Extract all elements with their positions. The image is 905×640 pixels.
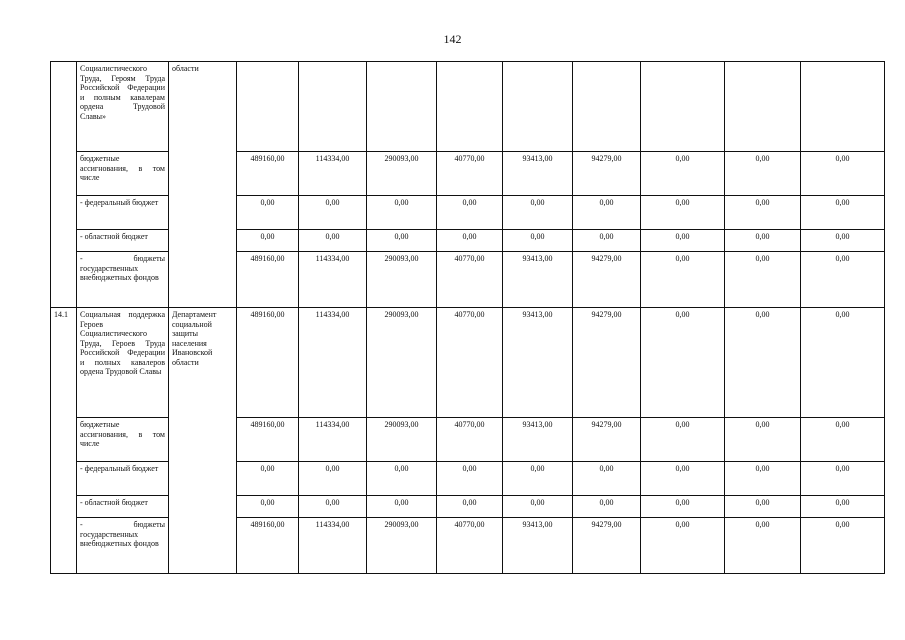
value-cell: 0,00 — [573, 496, 641, 518]
value-cell: 0,00 — [237, 196, 299, 230]
value-cell: 0,00 — [725, 462, 801, 496]
value-cell: 290093,00 — [367, 308, 437, 418]
page-number: 142 — [443, 32, 462, 46]
value-cell: 93413,00 — [503, 152, 573, 196]
value-cell: 0,00 — [437, 496, 503, 518]
funding-source-label: - областной бюджет — [77, 496, 169, 518]
value-cell: 0,00 — [367, 462, 437, 496]
value-cell — [503, 62, 573, 152]
funding-source-label: - федеральный бюджет — [77, 462, 169, 496]
value-cell: 0,00 — [801, 196, 885, 230]
value-cell: 0,00 — [237, 496, 299, 518]
value-cell: 0,00 — [299, 196, 367, 230]
value-cell: 0,00 — [725, 196, 801, 230]
value-cell: 0,00 — [367, 496, 437, 518]
value-cell: 94279,00 — [573, 308, 641, 418]
value-cell: 0,00 — [801, 230, 885, 252]
value-cell — [801, 62, 885, 152]
value-cell: 93413,00 — [503, 252, 573, 308]
value-cell: 0,00 — [801, 252, 885, 308]
value-cell — [367, 62, 437, 152]
value-cell: 0,00 — [503, 496, 573, 518]
value-cell: 489160,00 — [237, 252, 299, 308]
value-cell: 114334,00 — [299, 152, 367, 196]
value-cell: 114334,00 — [299, 418, 367, 462]
value-cell: 0,00 — [573, 230, 641, 252]
value-cell: 93413,00 — [503, 308, 573, 418]
value-cell: 0,00 — [801, 462, 885, 496]
value-cell: 40770,00 — [437, 152, 503, 196]
row-number-cell — [51, 62, 77, 308]
value-cell: 0,00 — [801, 518, 885, 574]
value-cell: 0,00 — [641, 308, 725, 418]
funding-source-label: бюджетные ассигнования, в том числе — [77, 152, 169, 196]
budget-table — [50, 61, 885, 574]
value-cell — [299, 62, 367, 152]
value-cell: 94279,00 — [573, 152, 641, 196]
value-cell: 0,00 — [437, 196, 503, 230]
value-cell: 114334,00 — [299, 308, 367, 418]
value-cell: 0,00 — [437, 462, 503, 496]
value-cell: 0,00 — [641, 518, 725, 574]
value-cell — [237, 62, 299, 152]
value-cell: 0,00 — [725, 518, 801, 574]
value-cell — [573, 62, 641, 152]
value-cell: 489160,00 — [237, 152, 299, 196]
value-cell: 40770,00 — [437, 518, 503, 574]
value-cell: 0,00 — [367, 196, 437, 230]
value-cell: 0,00 — [725, 496, 801, 518]
value-cell: 0,00 — [725, 252, 801, 308]
value-cell: 0,00 — [237, 230, 299, 252]
value-cell: 0,00 — [801, 308, 885, 418]
value-cell: 489160,00 — [237, 518, 299, 574]
value-cell: 290093,00 — [367, 518, 437, 574]
table-row — [51, 62, 885, 152]
value-cell: 94279,00 — [573, 252, 641, 308]
value-cell: 290093,00 — [367, 152, 437, 196]
value-cell: 0,00 — [641, 252, 725, 308]
value-cell: 0,00 — [725, 230, 801, 252]
executor-cell: области — [169, 62, 237, 308]
value-cell: 290093,00 — [367, 418, 437, 462]
value-cell: 94279,00 — [573, 418, 641, 462]
funding-source-label: - областной бюджет — [77, 230, 169, 252]
value-cell: 0,00 — [299, 462, 367, 496]
funding-source-label: - федеральный бюджет — [77, 196, 169, 230]
value-cell: 0,00 — [801, 496, 885, 518]
table-row — [51, 308, 885, 418]
value-cell: 489160,00 — [237, 418, 299, 462]
value-cell: 489160,00 — [237, 308, 299, 418]
event-name-cell: Социалистического Труда, Героям Труда Российской Федерации и полным кавалерам ордена Трудовой Славы» — [77, 62, 169, 152]
value-cell: 0,00 — [503, 196, 573, 230]
value-cell: 0,00 — [299, 496, 367, 518]
value-cell: 0,00 — [725, 308, 801, 418]
value-cell: 0,00 — [367, 230, 437, 252]
value-cell — [641, 62, 725, 152]
row-number-cell: 14.1 — [51, 308, 77, 574]
value-cell: 0,00 — [503, 462, 573, 496]
value-cell: 0,00 — [801, 152, 885, 196]
event-name-cell: Социальная поддержка Героев Социалистического Труда, Героев Труда Российской Федерации и полных кавалеров ордена Трудовой Славы — [77, 308, 169, 418]
value-cell: 40770,00 — [437, 252, 503, 308]
value-cell: 0,00 — [725, 152, 801, 196]
executor-cell: Департамент социальной защиты населения Ивановской области — [169, 308, 237, 574]
funding-source-label: бюджетные ассигнования, в том числе — [77, 418, 169, 462]
value-cell: 0,00 — [299, 230, 367, 252]
value-cell: 0,00 — [437, 230, 503, 252]
value-cell: 93413,00 — [503, 518, 573, 574]
value-cell: 0,00 — [237, 462, 299, 496]
value-cell: 40770,00 — [437, 308, 503, 418]
value-cell: 0,00 — [641, 462, 725, 496]
value-cell: 114334,00 — [299, 518, 367, 574]
value-cell: 0,00 — [641, 152, 725, 196]
value-cell: 93413,00 — [503, 418, 573, 462]
value-cell: 290093,00 — [367, 252, 437, 308]
value-cell: 0,00 — [801, 418, 885, 462]
value-cell: 0,00 — [573, 462, 641, 496]
value-cell: 40770,00 — [437, 418, 503, 462]
value-cell: 0,00 — [725, 418, 801, 462]
funding-source-label: - бюджеты государственных внебюджетных фондов — [77, 252, 169, 308]
value-cell: 0,00 — [641, 196, 725, 230]
value-cell: 0,00 — [503, 230, 573, 252]
value-cell: 0,00 — [641, 496, 725, 518]
value-cell: 0,00 — [573, 196, 641, 230]
value-cell: 0,00 — [641, 230, 725, 252]
value-cell: 94279,00 — [573, 518, 641, 574]
value-cell — [437, 62, 503, 152]
value-cell — [725, 62, 801, 152]
value-cell: 114334,00 — [299, 252, 367, 308]
funding-source-label: - бюджеты государственных внебюджетных фондов — [77, 518, 169, 574]
value-cell: 0,00 — [641, 418, 725, 462]
